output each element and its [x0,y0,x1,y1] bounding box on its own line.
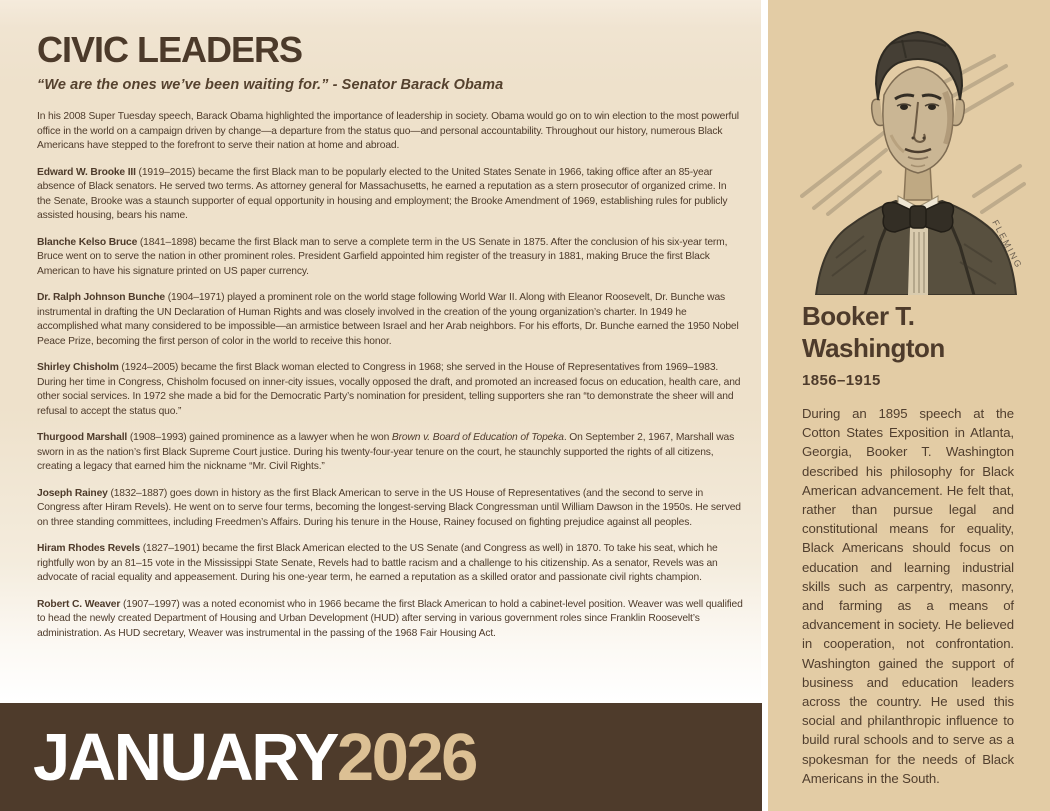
quote-line: “We are the ones we’ve been waiting for.” - Senator Barack Obama [37,77,504,93]
leader-text: (1919–2015) became the first Black man to be popularly elected to the United States Senate in 1966, taking office after an 85-year absence of Black senators. He served two terms. As attorney general for Massachusetts, he earned a reputation as a stern prosecutor of organized crime. In the Senate, Brooke was a staunch supporter of equal opportunity in housing and employment; the Brooke Amendment of 1969, establishing rules for publicly assisted housing, bears his name. [37,166,728,221]
leader-name: Edward W. Brooke III [37,166,136,178]
featured-leader-bio: During an 1895 speech at the Cotton States Exposition in Atlanta, Georgia, Booker T. Washington described his philosophy for Black American advancement. He felt that, rather than pursue legal and constitutional means for equality, Black Americans should focus on education and learning industrial skills such as carpentry, masonry, and farming as a means of advancement in society. He believed in cooperation, not confrontation. Washington gained the support of business and education leaders across the country. He used this social and philanthropic influence to build rural schools and to serve as a spokesman for the needs of Black Americans in the South. [802,406,1014,786]
bio-paragraph-rainey [37,487,743,531]
leader-name: Hiram Rhodes Revels [37,543,141,554]
featured-leader-name-line1: Booker T. [802,301,915,331]
leader-name: Shirley Chisholm [37,362,119,373]
month-label: JANUARY [33,719,337,795]
leader-text: (1827–1901) became the first Black American elected to the US Senate (and Congress as well) in 1870. To take his seat, which he rightfully won by an 81–15 vote in the Mississippi State Senate, Revels had to battle racism and a challenge to his citizenship. As a senator, Revels was an advocate of racial equality and appeasement. During his one-year term, he earned a reputation as a skilled orator and passionate civil rights champion. [37,543,718,583]
bow-tie [883,203,954,232]
page-title: CIVIC LEADERS [37,29,303,70]
leader-name: Thurgood Marshall [37,432,128,443]
leader-text: (1907–1997) was a noted economist who in 1966 became the first Black American to hold a cabinet-level position. Weaver was well qualified to head the newly created Department of Housing and Urban Development (HUD) after serving in various government roles since Franklin Roosevelt’s administration. As HUD secretary, Weaver was instrumental in the passing of the 1968 Fair Housing Act. [37,598,743,639]
month-banner [0,703,762,811]
leader-text: (1924–2005) became the first Black woman elected to Congress in 1968; she served in the House of Representatives from 1969–1983. During her time in Congress, Chisholm focused on inner-city issues, vocally opposed the draft, and promoted an increased focus on education, health care, and other social services. In 1972 she made a bid for the Democratic Party’s nomination for president, telling supporters she ran “to demonstrate the sheer will and refusal to accept the status quo.” [37,362,741,417]
bio-paragraph-chisholm [37,361,743,419]
featured-leader-name [802,300,1032,364]
case-title-italic: Brown v. Board of Education of Topeka [391,432,564,443]
leader-text: (1908–1993) gained prominence as a lawyer when he won [127,432,392,443]
leader-name: Blanche Kelso Bruce [37,236,138,248]
bio-paragraph-weaver [37,598,743,642]
leader-text: (1832–1887) goes down in history as the first Black American to serve in the US House of Representatives (and the second to serve in Congress after Hiram Revels). He went on to serve four terms, becoming the longest-serving Black Congressman until William Dawson in the 1950s. He served on three standing committees, including Freedmen’s Affairs. During his tenure in the House, Rainey focused on fighting prejudice against all peoples. [37,487,741,528]
leader-name: Joseph Rainey [37,487,108,499]
featured-leader-name-line2: Washington [802,333,945,363]
leader-name: Robert C. Weaver [37,598,121,610]
bio-paragraph-brooke [37,166,743,224]
bio-paragraph-bruce [37,236,743,280]
year-label: 2026 [336,719,476,795]
featured-leader-years: 1856–1915 [802,372,881,389]
intro-paragraph: In his 2008 Super Tuesday speech, Barack Obama highlighted the importance of leadership in society. Obama would go on to win election to the most powerful office in the world on a campaign driven by change—a departure from the status quo—and personal accountability. Throughout our history, numerous Black Americans have stepped to the forefront to serve their nation at home and abroad. [37,111,739,151]
leader-text: . On September 2, 1967, Marshall was sworn in as the nation’s first Black Supreme Court justice. During his twenty-four-year tenure on the court, he staunchly supported the rights of all citizens, creating a legacy that earned him the nickname “Mr. Civil Rights.” [37,432,735,472]
bio-paragraph-marshall [37,431,743,475]
bio-paragraph-bunche [37,291,743,349]
leader-name: Dr. Ralph Johnson Bunche [37,292,165,303]
bio-paragraph-revels [37,542,743,586]
feature-sidebar [768,0,1050,811]
leader-text: (1841–1898) became the first Black man to serve a complete term in the US Senate in 1875. After the conclusion of his six-year term, Bruce went on to serve the nation in other prominent roles. President Garfield appointed him register of the treasury in 1881, making Bruce the first Black American to have his signature printed on US paper currency. [37,236,728,277]
artist-signature: FLEMING [990,218,1025,271]
portrait-sketch [768,0,1050,295]
leader-text: (1904–1971) played a prominent role on the world stage following World War II. Along with Eleanor Roosevelt, Dr. Bunche was instrumental in drafting the UN Declaration of Human Rights and was closely involved in the creation of the young organization’s charter. In 1949 he accomplished what many considered to be impossible—an armistice between Israel and her Arab neighbors. For his efforts, Dr. Bunche earned the 1950 Nobel Peace Prize, becoming the first person of color in the world to receive this honor. [37,292,739,347]
